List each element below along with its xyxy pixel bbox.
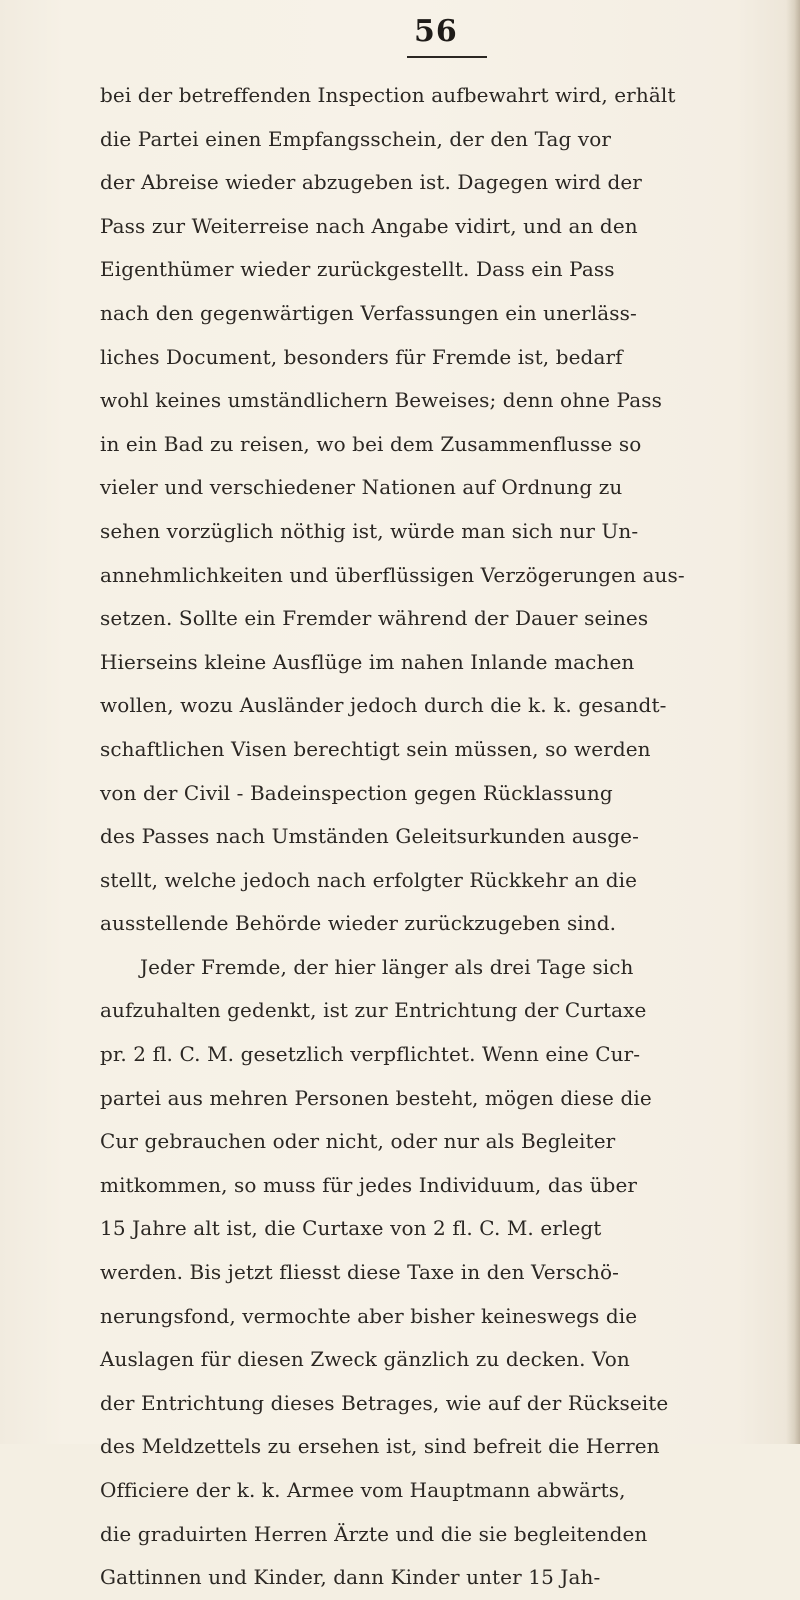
text-line: mitkommen, so muss für jedes Individuum, das über [100,1172,638,1197]
text-line: liches Document, besonders für Fremde ist, bedarf [100,344,623,369]
text-line: Officiere der k. k. Armee vom Hauptmann abwärts, [100,1478,626,1502]
text-line: in ein Bad zu reisen, wo bei dem Zusammenflusse so [100,431,642,456]
text-line: des Meldzettels zu ersehen ist, sind befreit die Herren [100,1434,660,1459]
text-line: die graduirten Herren Ärzte und die sie begleitenden [100,1521,648,1546]
body-text [100,74,800,1600]
text-line: nerungsfond, vermochte aber bisher keineswegs die [100,1303,638,1328]
text-line: von der Civil - Badeinspection gegen Rücklassung [100,780,613,805]
text-line: Eigenthümer wieder zurückgestellt. Dass ein Pass [100,257,615,282]
text-line: sehen vorzüglich nöthig ist, würde man sich nur Un- [100,518,639,543]
text-line: des Passes nach Umständen Geleitsurkunden ausge- [100,824,639,849]
page-number: 56 [414,14,458,49]
text-line: Pass zur Weiterreise nach Angabe vidirt, und an den [100,213,638,238]
text-line: setzen. Sollte ein Fremder während der Dauer seines [100,606,649,631]
text-line: vieler und verschiedener Nationen auf Ordnung zu [100,475,623,500]
text-line: wohl keines umständlichern Beweises; denn ohne Pass [100,388,662,413]
paragraph-start-line: Jeder Fremde, der hier länger als drei Tage sich [140,954,634,979]
text-line: 15 Jahre alt ist, die Curtaxe von 2 fl. C. M. erlegt [100,1216,602,1241]
text-line: Cur gebrauchen oder nicht, oder nur als Begleiter [100,1129,616,1154]
text-line: ausstellende Behörde wieder zurückzugeben sind. [100,911,617,936]
text-line: stellt, welche jedoch nach erfolgter Rückkehr an die [100,867,638,892]
text-line: Auslagen für diesen Zweck gänzlich zu decken. Von [100,1347,630,1372]
text-line: annehmlichkeiten und überflüssigen Verzögerungen aus- [100,562,685,587]
text-line: bei der betreffenden Inspection aufbewahrt wird, erhält [100,83,676,107]
text-line: schaftlichen Visen berechtigt sein müssen, so werden [100,736,651,761]
text-line: Gattinnen und Kinder, dann Kinder unter 15 Jah- [100,1565,601,1590]
text-line: aufzuhalten gedenkt, ist zur Entrichtung der Curtaxe [100,998,647,1023]
text-line: der Entrichtung dieses Betrages, wie auf der Rückseite [100,1390,669,1415]
text-line: Hierseins kleine Ausflüge im nahen Inlande machen [100,649,635,674]
text-line: nach den gegenwärtigen Verfassungen ein unerläss- [100,300,637,325]
text-line: wollen, wozu Ausländer jedoch durch die k. k. gesandt- [100,693,667,718]
text-line: partei aus mehren Personen besteht, mögen diese die [100,1085,652,1110]
text-line: werden. Bis jetzt fliesst diese Taxe in den Verschö- [100,1260,619,1285]
text-line: die Partei einen Empfangsschein, der den Tag vor [100,126,612,151]
text-line: pr. 2 fl. C. M. gesetzlich verpflichtet. Wenn eine Cur- [100,1042,641,1067]
text-line: der Abreise wieder abzugeben ist. Dagegen wird der [100,170,642,195]
page-number-rule [407,56,487,58]
